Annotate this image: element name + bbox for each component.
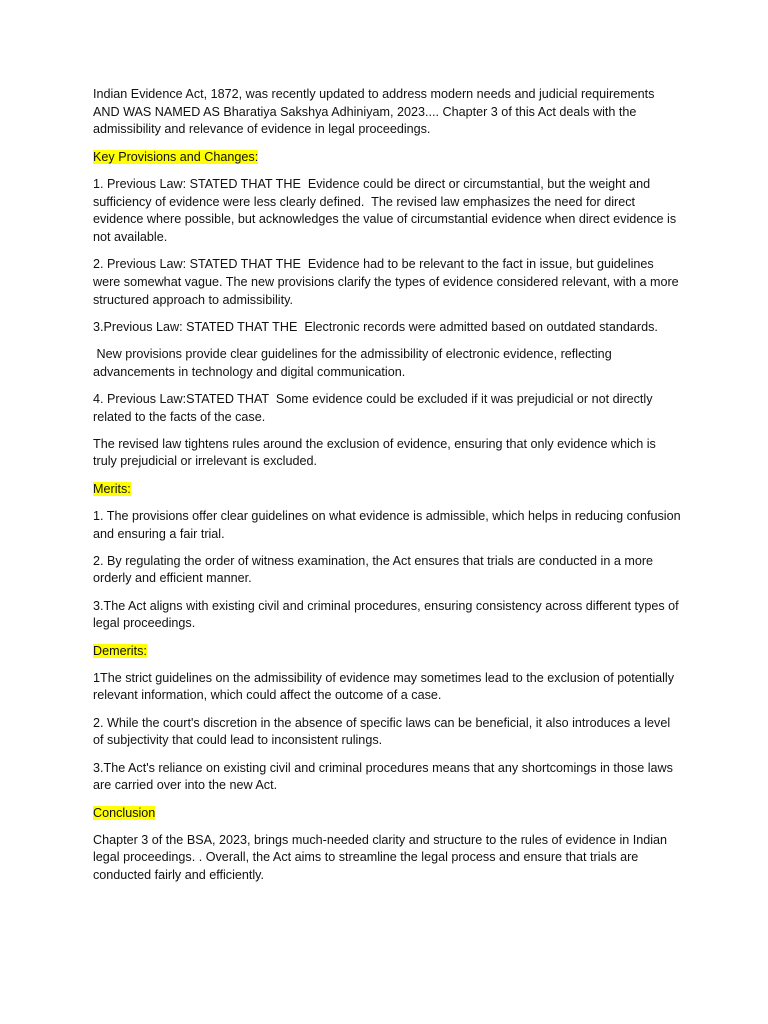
demerits-heading-text: Demerits:	[93, 643, 147, 658]
key-provision-item-3-detail: New provisions provide clear guidelines for the admissibility of electronic evidence, reflecting advancements in technology and digital communication.	[93, 346, 616, 379]
key-provision-item-4-detail: The revised law tightens rules around the exclusion of evidence, ensuring that only evidence which is truly prejudicial or irrelevant is excluded.	[93, 436, 660, 469]
conclusion-heading-text: Conclusion	[93, 805, 156, 820]
conclusion-paragraph: Chapter 3 of the BSA, 2023, brings much-needed clarity and structure to the rules of evidence in Indian legal proceedings. . Overall, the Act aims to streamline the legal process and ensure that trials are conducted fairly and efficiently.	[93, 832, 671, 883]
merit-item-2: 2. By regulating the order of witness examination, the Act ensures that trials are conducted in a more orderly and efficient manner.	[93, 553, 657, 586]
key-provision-item-2: 2. Previous Law: STATED THAT THE Evidence had to be relevant to the fact in issue, but guidelines were somewhat vague. The new provisions clarify the types of evidence considered relevant, with a more structured approach to admissibility.	[93, 257, 683, 307]
document-page	[93, 86, 683, 894]
intro-paragraph: Indian Evidence Act, 1872, was recently updated to address modern needs and judicial requirements AND WAS NAMED AS Bharatiya Sakshya Adhiniyam, 2023.... Chapter 3 of this Act deals with the admissibility and relevance of evidence in legal proceedings.	[93, 87, 658, 137]
demerits-heading	[93, 643, 683, 661]
key-provisions-heading-text: Key Provisions and Changes:	[93, 149, 259, 164]
merits-heading	[93, 481, 683, 499]
key-provision-item-1: 1. Previous Law: STATED THAT THE Evidence could be direct or circumstantial, but the weight and sufficiency of evidence were less clearly defined. The revised law emphasizes the need for direct evidence where possible, but acknowledges the value of circumstantial evidence when direct evidence is not available.	[93, 176, 680, 244]
merit-item-1: 1. The provisions offer clear guidelines on what evidence is admissible, which helps in reducing confusion and ensuring a fair trial.	[93, 508, 685, 541]
conclusion-heading	[93, 805, 683, 823]
demerit-item-2: 2. While the court's discretion in the absence of specific laws can be beneficial, it also introduces a level of subjectivity that could lead to inconsistent rulings.	[93, 715, 674, 748]
merit-item-3: 3.The Act aligns with existing civil and criminal procedures, ensuring consistency across different types of legal proceedings.	[93, 598, 683, 631]
demerit-item-1: 1The strict guidelines on the admissibility of evidence may sometimes lead to the exclusion of potentially relevant information, which could affect the outcome of a case.	[93, 670, 678, 703]
key-provision-item-4: 4. Previous Law:STATED THAT Some evidence could be excluded if it was prejudicial or not directly related to the facts of the case.	[93, 391, 657, 424]
key-provisions-heading	[93, 149, 683, 167]
merits-heading-text: Merits:	[93, 481, 131, 496]
demerit-item-3: 3.The Act's reliance on existing civil and criminal procedures means that any shortcomings in those laws are carried over into the new Act.	[93, 760, 677, 793]
key-provision-item-3: 3.Previous Law: STATED THAT THE Electronic records were admitted based on outdated standards.	[93, 319, 658, 334]
